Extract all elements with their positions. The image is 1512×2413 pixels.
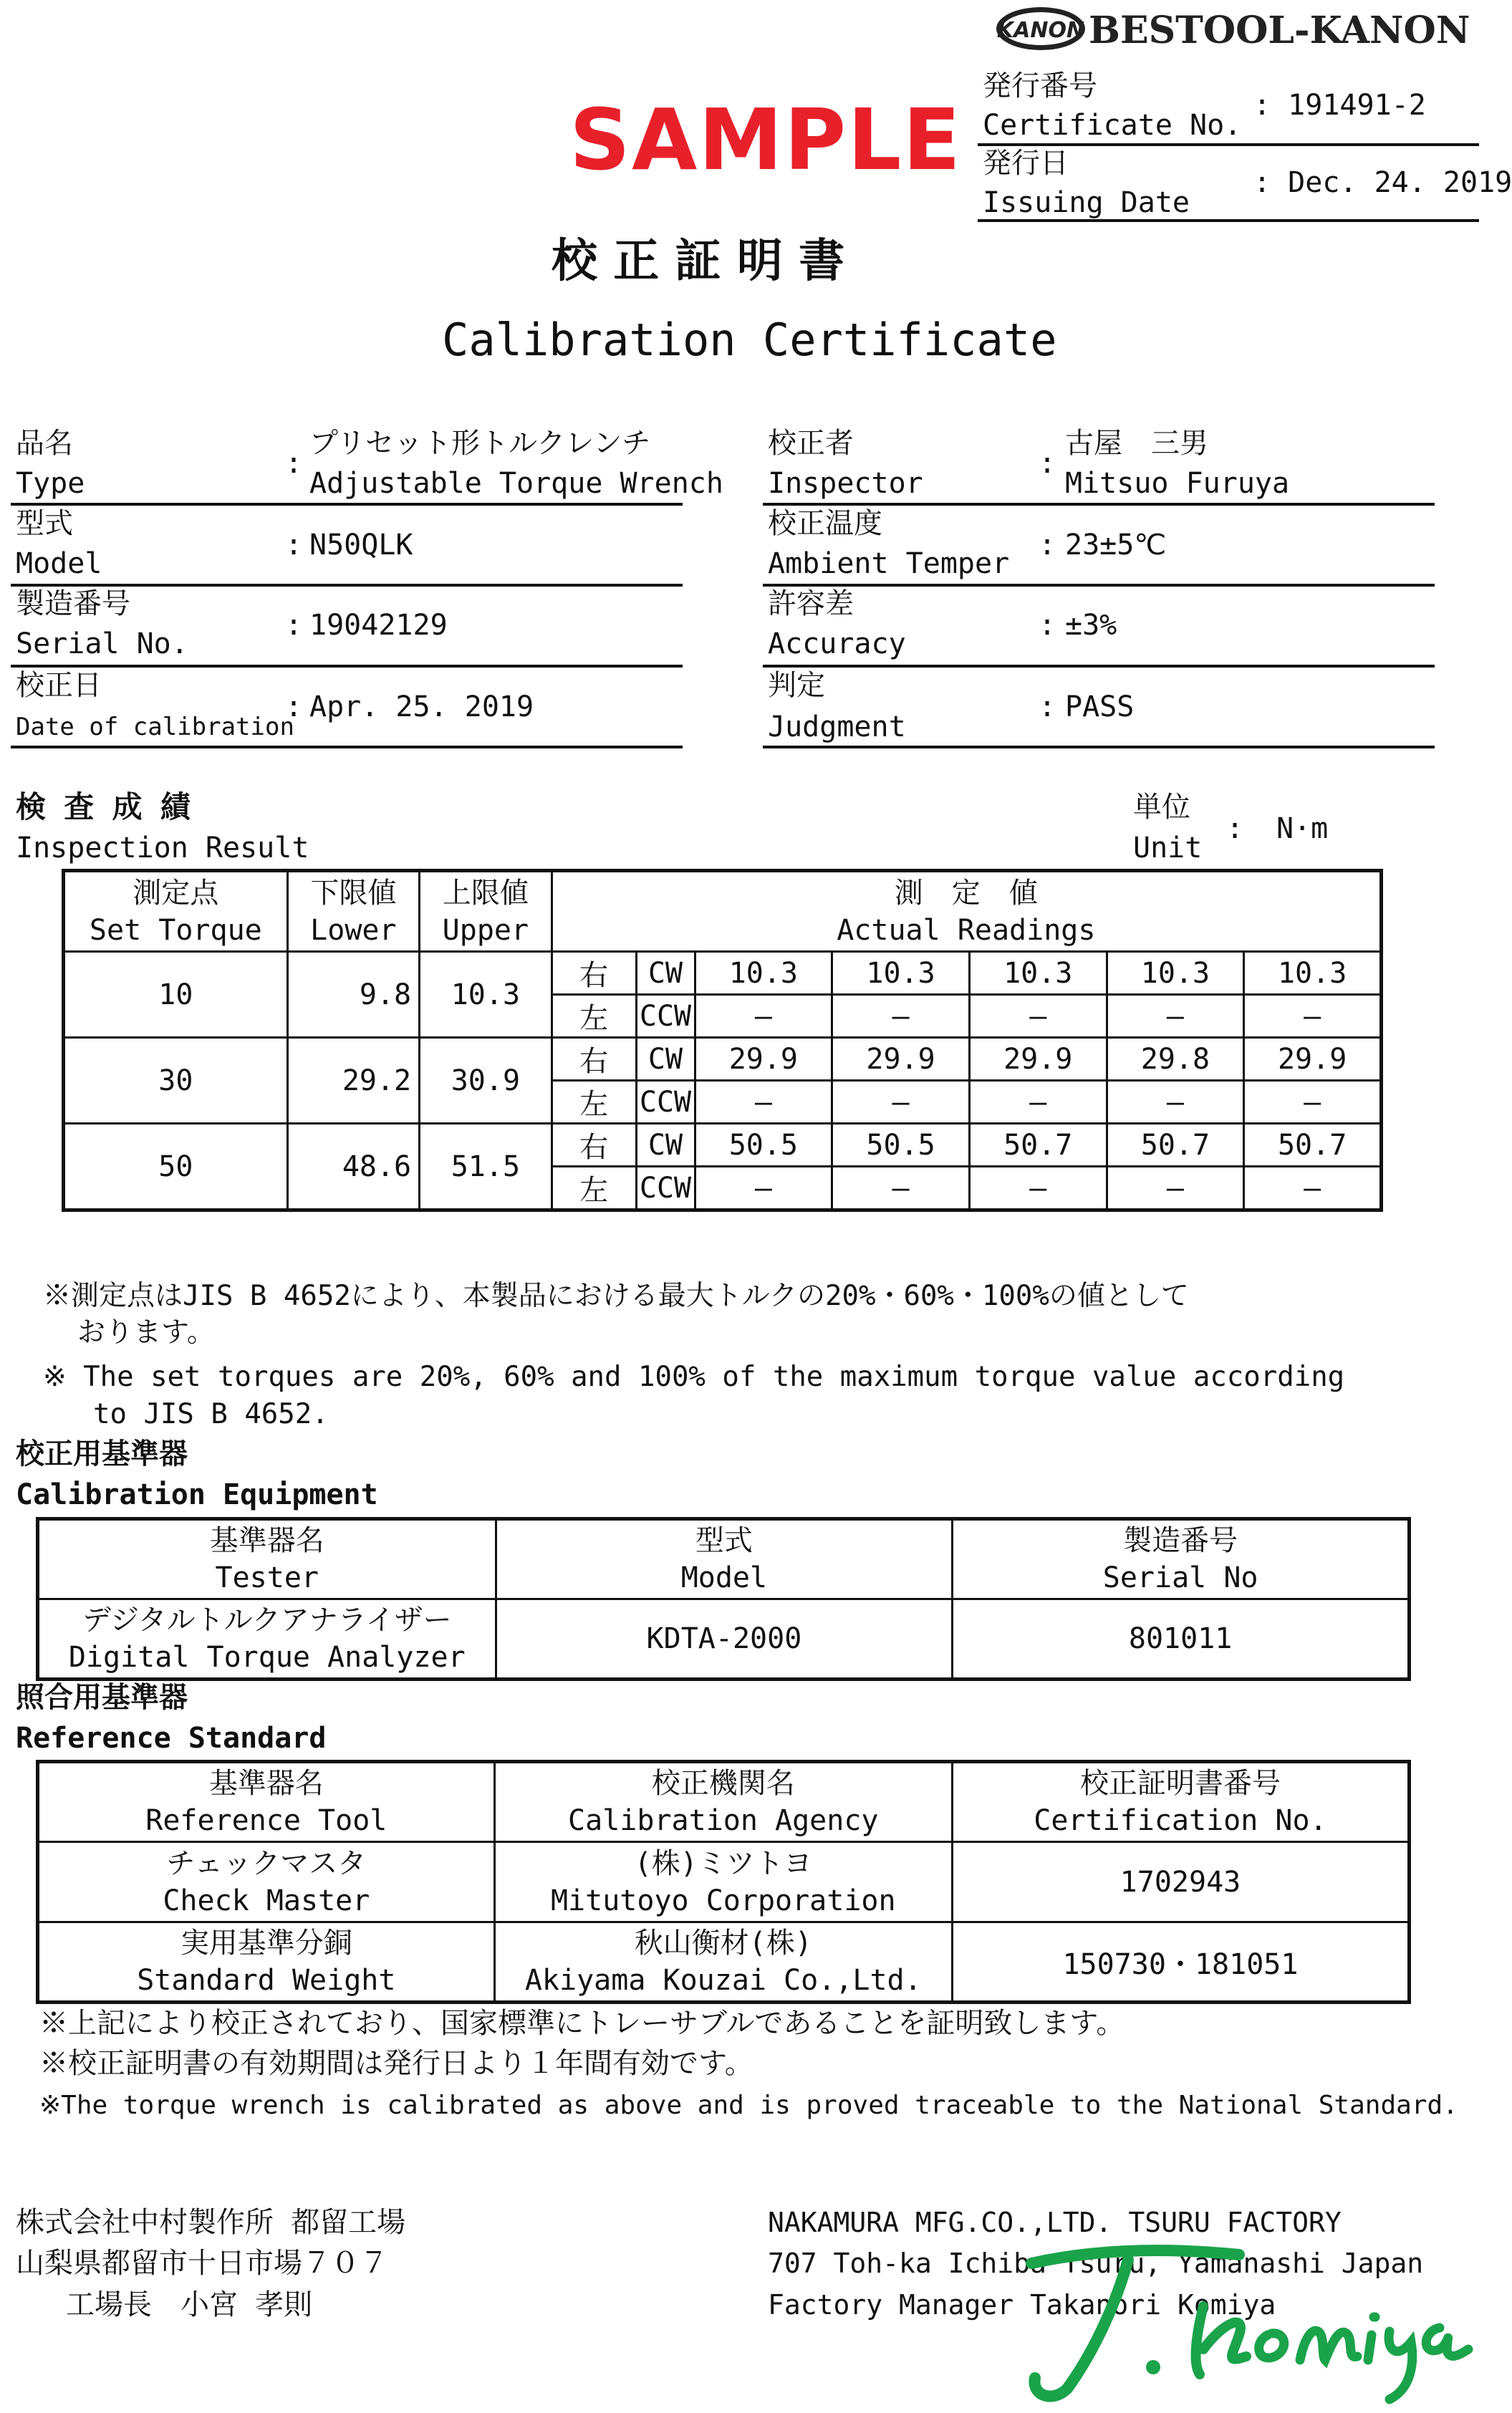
company-jp-line1: 株式会社中村製作所 都留工場 — [16, 2206, 406, 2239]
accuracy-value: ±3% — [1065, 609, 1117, 642]
divider — [763, 584, 1435, 587]
reading-cell: — — [969, 1081, 1107, 1124]
ref-cert-header: 校正証明書番号 Certification No. — [952, 1762, 1409, 1842]
cert-no-value: : 191491-2 — [1253, 89, 1426, 122]
reading-cell: — — [832, 1167, 970, 1210]
set-torque-header: 測定点 Set Torque — [64, 871, 288, 952]
unit-colon: : — [1226, 812, 1244, 845]
company-en-line3: Factory Manager Takanori Komiya — [768, 2289, 1276, 2321]
signature-graphic — [1010, 2242, 1475, 2410]
dir-cell: CCW — [636, 995, 695, 1038]
cal-date-value: Apr. 25. 2019 — [309, 690, 534, 723]
reading-cell: 29.9 — [695, 1038, 832, 1081]
company-en-line1: NAKAMURA MFG.CO.,LTD. TSURU FACTORY — [768, 2207, 1342, 2238]
dir-cell: CW — [636, 952, 695, 995]
divider — [11, 665, 683, 668]
type-colon: : — [285, 447, 303, 480]
reading-cell: 50.7 — [969, 1124, 1107, 1167]
dir-jp-cell: 左 — [552, 1167, 636, 1210]
dir-cell: CW — [636, 1038, 695, 1081]
type-label-jp: 品名 — [16, 427, 73, 460]
reading-cell: 29.9 — [1244, 1038, 1382, 1081]
model-cell: KDTA-2000 — [496, 1599, 953, 1680]
temp-label-jp: 校正温度 — [768, 507, 882, 540]
divider — [11, 746, 683, 748]
lower-cell: 29.2 — [287, 1038, 420, 1124]
set-torque-cell: 30 — [64, 1038, 288, 1124]
judgment-value: PASS — [1065, 690, 1135, 723]
actual-readings-header: 測 定 値 Actual Readings — [552, 871, 1381, 952]
inspection-title-jp: 検 査 成 績 — [16, 789, 191, 824]
inspector-value: Mitsuo Furuya — [1065, 467, 1290, 500]
issue-date-value: : Dec. 24. 2019 — [1253, 166, 1512, 199]
footer-note-3: ※The torque wrench is calibrated as above and is proved traceable to the National Standard. — [39, 2091, 1458, 2120]
dir-jp-cell: 右 — [552, 1124, 636, 1167]
model-label-jp: 型式 — [16, 507, 73, 540]
upper-cell: 51.5 — [420, 1124, 552, 1210]
reading-cell: — — [695, 1081, 832, 1124]
cal-date-label-en: Date of calibration — [16, 713, 294, 741]
reading-cell: 50.7 — [1244, 1124, 1382, 1167]
serial-value: 19042129 — [309, 609, 448, 642]
reading-cell: — — [969, 995, 1107, 1038]
dir-cell: CCW — [636, 1167, 695, 1210]
ref-tool-header: 基準器名 Reference Tool — [38, 1762, 495, 1842]
type-value: Adjustable Torque Wrench — [309, 467, 723, 500]
type-label-en: Type — [16, 467, 85, 500]
reading-cell: 10.3 — [1107, 952, 1244, 995]
upper-header: 上限値 Upper — [420, 871, 552, 952]
reference-table — [36, 1760, 1411, 2004]
reading-cell: — — [1244, 1081, 1382, 1124]
inspector-value-jp: 古屋 三男 — [1065, 427, 1208, 460]
ref-cert-cell: 150730・181051 — [952, 1922, 1409, 2003]
company-jp-line3: 工場長 小宮 孝則 — [66, 2288, 313, 2321]
judgment-label-jp: 判定 — [768, 669, 825, 702]
company-en-line2: 707 Toh-ka Ichiba Tsuru, Yamanashi Japan — [768, 2248, 1424, 2279]
equipment-table — [36, 1517, 1411, 1681]
note-en-line2: to JIS B 4652. — [93, 1398, 329, 1430]
temp-colon: : — [1039, 529, 1056, 562]
tester-cell: デジタルトルクアナライザー Digital Torque Analyzer — [38, 1599, 496, 1680]
divider — [763, 665, 1435, 668]
cert-no-label-jp: 発行番号 — [983, 69, 1097, 102]
reading-cell: 50.5 — [832, 1124, 970, 1167]
dir-cell: CCW — [636, 1081, 695, 1124]
divider — [978, 219, 1479, 222]
issue-date-label-jp: 発行日 — [983, 147, 1069, 180]
reading-cell: 10.3 — [1244, 952, 1382, 995]
reading-cell: — — [1107, 995, 1244, 1038]
dir-jp-cell: 右 — [552, 952, 636, 995]
reading-cell: — — [1244, 1167, 1382, 1210]
reading-cell: 10.3 — [695, 952, 832, 995]
ref-tool-cell: 実用基準分銅 Standard Weight — [38, 1922, 495, 2003]
accuracy-colon: : — [1039, 609, 1056, 642]
cal-date-colon: : — [285, 690, 303, 723]
lower-header: 下限値 Lower — [287, 871, 420, 952]
reading-cell: — — [832, 995, 970, 1038]
set-torque-cell: 50 — [64, 1124, 288, 1210]
ref-tool-cell: チェックマスタ Check Master — [38, 1842, 495, 1922]
note-en-line1: ※ The set torques are 20%, 60% and 100% of the maximum torque value according — [43, 1361, 1345, 1393]
reading-cell: — — [1107, 1167, 1244, 1210]
reading-cell: 50.5 — [695, 1124, 832, 1167]
logo-text: BESTOOL-KANON — [1089, 9, 1470, 52]
inspector-colon: : — [1039, 447, 1056, 480]
ref-agency-cell: (株)ミツトヨ Mitutoyo Corporation — [494, 1842, 952, 1922]
title-jp: 校 正 証 明 書 — [552, 235, 845, 288]
temp-label-en: Ambient Temper — [768, 547, 1010, 580]
serial-colon: : — [285, 609, 303, 642]
reference-title-en: Reference Standard — [16, 1722, 327, 1755]
inspector-label-en: Inspector — [768, 467, 923, 500]
model-header: 型式 Model — [496, 1519, 953, 1599]
company-logo — [992, 3, 1470, 54]
reading-cell: 10.3 — [969, 952, 1107, 995]
lower-cell: 9.8 — [287, 952, 420, 1038]
note-jp-line1: ※測定点はJIS B 4652により、本製品における最大トルクの20%・60%・100%の値として — [43, 1280, 1189, 1312]
temp-value: 23±5℃ — [1065, 529, 1167, 562]
logo-badge: KANON — [996, 18, 1085, 43]
note-jp-line2: おります。 — [77, 1316, 215, 1349]
serial-label-jp: 製造番号 — [16, 587, 130, 620]
issue-date-label-en: Issuing Date — [983, 186, 1190, 219]
reading-cell: 50.7 — [1107, 1124, 1244, 1167]
serial-label-en: Serial No. — [16, 627, 188, 660]
serial-cell: 801011 — [953, 1599, 1410, 1680]
judgment-label-en: Judgment — [768, 711, 906, 743]
judgment-colon: : — [1039, 690, 1056, 723]
unit-value: N·m — [1276, 812, 1329, 845]
cert-no-label-en: Certificate No. — [983, 109, 1242, 142]
ref-agency-cell: 秋山衡材(株) Akiyama Kouzai Co.,Ltd. — [494, 1922, 952, 2003]
inspector-label-jp: 校正者 — [768, 427, 854, 460]
reading-cell: 29.9 — [832, 1038, 970, 1081]
footer-note-2: ※校正証明書の有効期間は発行日より１年間有効です。 — [39, 2047, 753, 2080]
reading-cell: 29.9 — [969, 1038, 1107, 1081]
reading-cell: 10.3 — [832, 952, 970, 995]
signature — [1010, 2242, 1475, 2410]
tester-header: 基準器名 Tester — [38, 1519, 496, 1599]
equipment-title-en: Calibration Equipment — [16, 1478, 378, 1511]
reference-title-jp: 照合用基準器 — [16, 1681, 188, 1714]
ref-agency-header: 校正機関名 Calibration Agency — [494, 1762, 952, 1842]
divider — [11, 503, 683, 506]
divider — [763, 746, 1435, 748]
footer-note-1: ※上記により校正されており、国家標準にトレーサブルであることを証明致します。 — [39, 2007, 1125, 2040]
reading-cell: — — [695, 1167, 832, 1210]
unit-label-en: Unit — [1133, 832, 1203, 864]
reading-cell: — — [1107, 1081, 1244, 1124]
ref-cert-cell: 1702943 — [952, 1842, 1409, 1922]
type-value-jp: プリセット形トルクレンチ — [309, 427, 651, 460]
inspection-table — [62, 869, 1383, 1212]
upper-cell: 10.3 — [420, 952, 552, 1038]
serial-header: 製造番号 Serial No — [953, 1519, 1410, 1599]
equipment-title-jp: 校正用基準器 — [16, 1437, 188, 1470]
company-jp-line2: 山梨県都留市十日市場７０７ — [16, 2247, 388, 2280]
logo-graphic — [992, 3, 1470, 54]
lower-cell: 48.6 — [287, 1124, 420, 1210]
dir-cell: CW — [636, 1124, 695, 1167]
accuracy-label-jp: 許容差 — [768, 587, 854, 620]
accuracy-label-en: Accuracy — [768, 627, 906, 660]
dir-jp-cell: 左 — [552, 995, 636, 1038]
cal-date-label-jp: 校正日 — [16, 669, 102, 702]
reading-cell: — — [832, 1081, 970, 1124]
reading-cell: — — [969, 1167, 1107, 1210]
set-torque-cell: 10 — [64, 952, 288, 1038]
upper-cell: 30.9 — [420, 1038, 552, 1124]
reading-cell: — — [695, 995, 832, 1038]
inspection-title-en: Inspection Result — [16, 832, 309, 864]
dir-jp-cell: 右 — [552, 1038, 636, 1081]
reading-cell: 29.8 — [1107, 1038, 1244, 1081]
model-value: N50QLK — [309, 529, 413, 562]
sample-stamp: SAMPLE — [569, 90, 963, 189]
dir-jp-cell: 左 — [552, 1081, 636, 1124]
unit-label-jp: 単位 — [1133, 791, 1190, 824]
model-colon: : — [285, 529, 303, 562]
model-label-en: Model — [16, 547, 102, 580]
reading-cell: — — [1244, 995, 1382, 1038]
title-en: Calibration Certificate — [442, 314, 1057, 366]
